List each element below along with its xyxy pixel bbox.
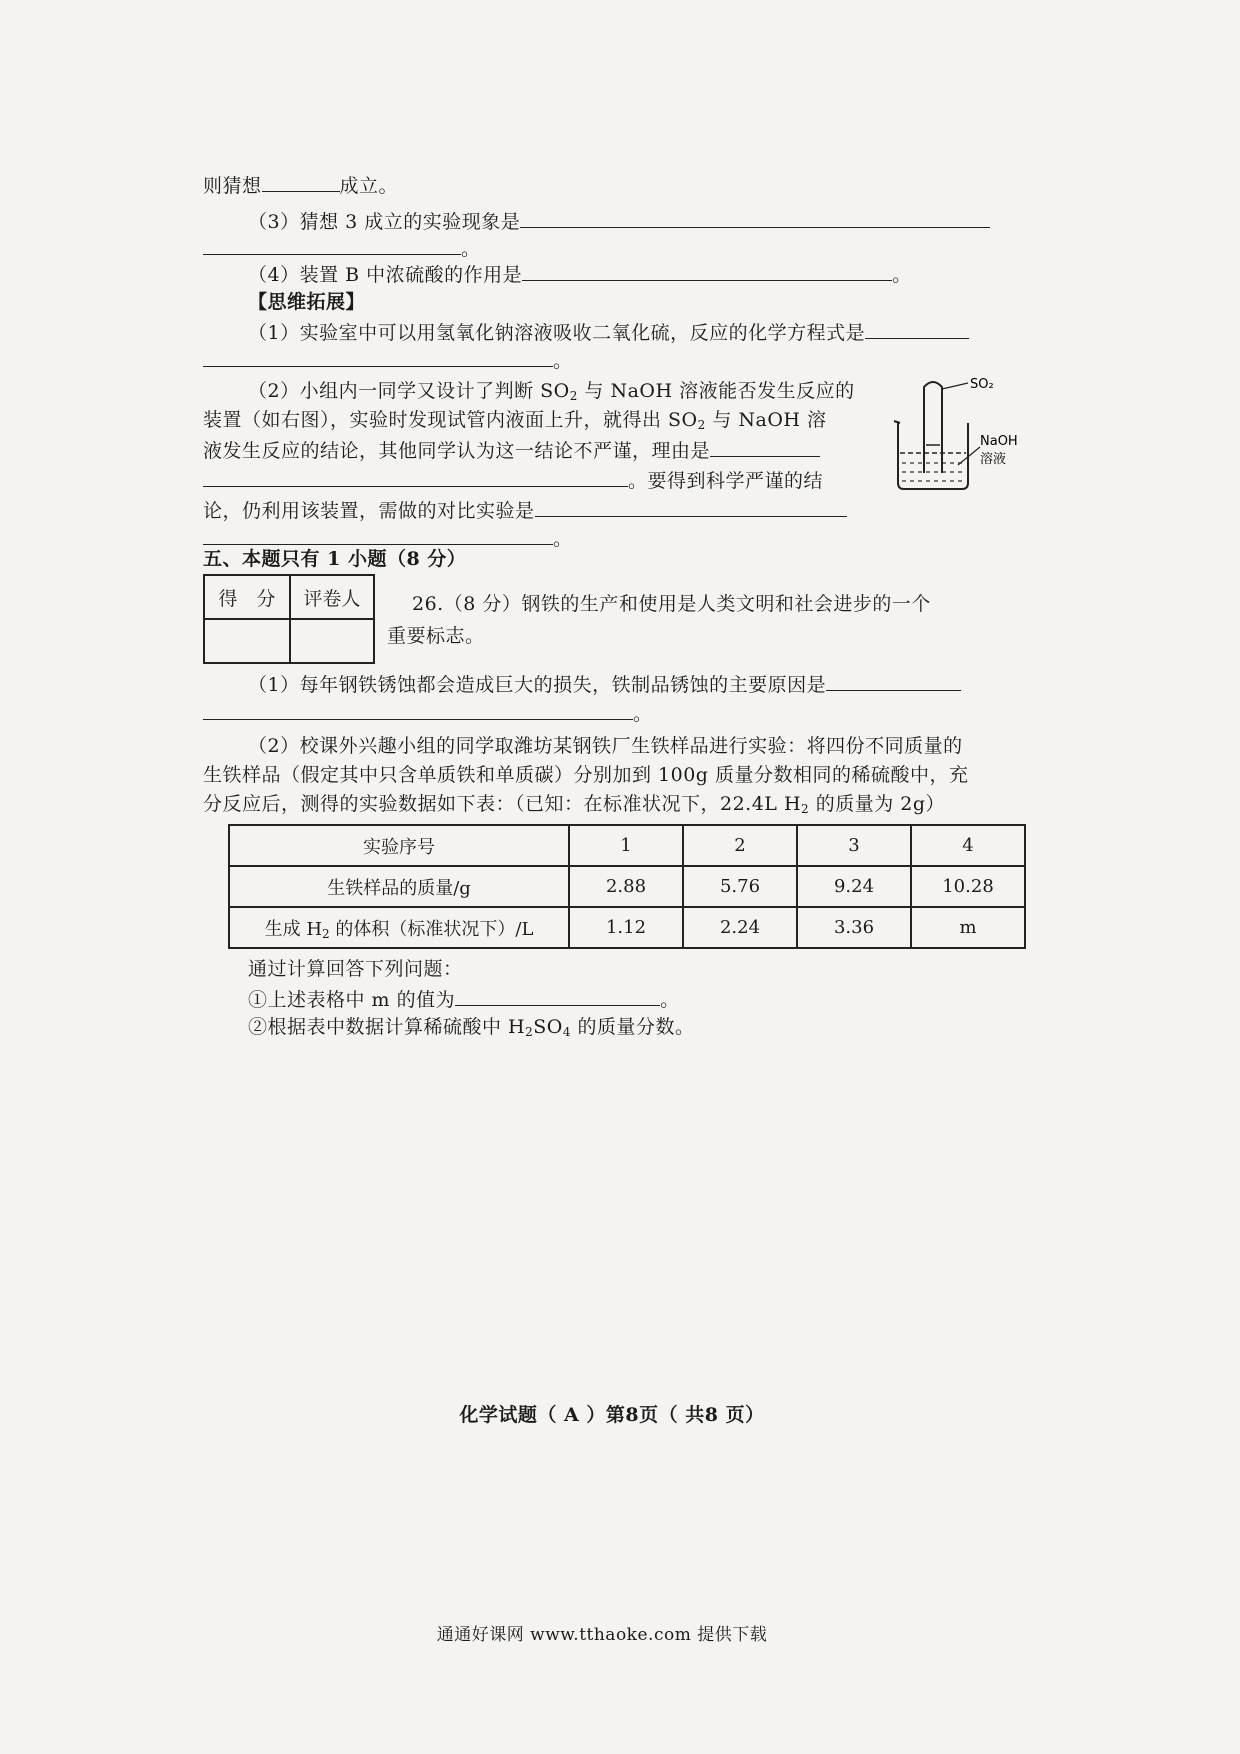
grader-header: 评卷人	[290, 575, 374, 619]
so2-leader	[942, 383, 968, 389]
answer-blank[interactable]	[826, 670, 961, 691]
answer-blank[interactable]	[455, 985, 660, 1006]
table-cell: 生铁样品的质量/g	[229, 866, 569, 907]
experiment-data-table	[228, 824, 1026, 949]
question-26-1-cont: 。	[203, 699, 653, 727]
answer-blank[interactable]	[203, 234, 461, 255]
score-header: 得 分	[204, 575, 290, 619]
answer-blank[interactable]	[262, 171, 340, 192]
extension-1-cont: 。	[203, 346, 573, 374]
score-table	[203, 574, 375, 664]
answer-blank[interactable]	[203, 524, 553, 545]
extension-2-line6: 。	[203, 524, 573, 552]
calc-question-2: ②根据表中数据计算稀硫酸中 $H_2SO_4$ 的质量分数。	[248, 1016, 695, 1039]
solution-label: 溶液	[980, 452, 1007, 467]
extension-2-line3: 液发生反应的结论，其他同学认为这一结论不严谨，理由是	[203, 436, 820, 464]
table-cell: 2.88	[569, 866, 683, 907]
table-cell: 3.36	[797, 907, 911, 948]
table-cell: 5.76	[683, 866, 797, 907]
beaker-shape	[898, 423, 968, 489]
apparatus-figure	[888, 375, 1038, 495]
table-cell: 1.12	[569, 907, 683, 948]
question-26-2-line1: （2）校课外兴趣小组的同学取潍坊某钢铁厂生铁样品进行实验：将四份不同质量的	[248, 735, 963, 757]
question-26-1: （1）每年钢铁锈蚀都会造成巨大的损失，铁制品锈蚀的主要原因是	[248, 670, 961, 698]
beaker-lip	[894, 421, 900, 423]
source-footer: 通通好课网 www.tthaoke.com 提供下载	[436, 1625, 768, 1645]
answer-blank[interactable]	[710, 436, 820, 457]
guess-line: 则猜想 成立。	[203, 171, 398, 199]
answer-blank[interactable]	[522, 260, 892, 281]
score-cell[interactable]	[204, 619, 290, 663]
answer-blank[interactable]	[203, 466, 628, 487]
question-26-line2: 重要标志。	[387, 625, 485, 647]
table-header-row	[229, 825, 1025, 866]
question-4: （4）装置 B 中浓硫酸的作用是 。	[248, 260, 912, 288]
question-3-cont: 。	[203, 234, 481, 262]
table-header: 实验序号	[229, 825, 569, 866]
question-26-2-line2: 生铁样品（假定其中只含单质铁和单质碳）分别加到 100g 质量分数相同的稀硫酸中，充	[203, 764, 969, 786]
grader-cell[interactable]	[290, 619, 374, 663]
answer-blank[interactable]	[203, 699, 633, 720]
table-header: 4	[911, 825, 1025, 866]
question-26-2-line3: 分反应后，测得的实验数据如下表：（已知：在标准状况下，22.4L $H_2$ 的质量为 2g）	[203, 793, 946, 816]
extension-heading: 【思维拓展】	[248, 291, 366, 313]
answer-blank[interactable]	[520, 207, 990, 228]
extension-2-line5: 论，仍利用该装置，需做的对比实验是	[203, 496, 847, 524]
table-header: 3	[797, 825, 911, 866]
naoh-label: NaOH	[980, 434, 1018, 449]
table-cell: 10.28	[911, 866, 1025, 907]
table-row	[229, 907, 1025, 948]
table-cell: 9.24	[797, 866, 911, 907]
answer-blank[interactable]	[535, 496, 847, 517]
question-3: （3）猜想 3 成立的实验现象是	[248, 207, 990, 235]
so2-label: SO₂	[970, 377, 994, 392]
extension-2-line4: 。要得到科学严谨的结	[203, 466, 823, 494]
table-cell: m	[911, 907, 1025, 948]
extension-2-line1: （2）小组内一同学又设计了判断 $SO_2$ 与 NaOH 溶液能否发生反应的	[248, 380, 855, 403]
table-cell: 生成 $H_2$ 的体积（标准状况下）/L	[229, 907, 569, 948]
answer-blank[interactable]	[865, 318, 969, 339]
extension-2-line2: 装置（如右图），实验时发现试管内液面上升，就得出 $SO_2$ 与 NaOH 溶	[203, 409, 827, 432]
page-footer: 化学试题（ A ）第8页（ 共8 页）	[459, 1404, 765, 1426]
question-26-line1: 26.（8 分）钢铁的生产和使用是人类文明和社会进步的一个	[412, 593, 931, 615]
table-cell: 2.24	[683, 907, 797, 948]
answer-blank[interactable]	[203, 346, 553, 367]
section5-title: 五、本题只有 1 小题（8 分）	[203, 548, 467, 570]
extension-1: （1）实验室中可以用氢氧化钠溶液吸收二氧化硫，反应的化学方程式是	[248, 318, 969, 346]
table-header: 2	[683, 825, 797, 866]
calc-question-1: ①上述表格中 m 的值为 。	[248, 985, 680, 1013]
calc-intro: 通过计算回答下列问题：	[248, 958, 463, 980]
test-tube-shape	[924, 382, 942, 473]
table-row	[229, 866, 1025, 907]
table-header: 1	[569, 825, 683, 866]
